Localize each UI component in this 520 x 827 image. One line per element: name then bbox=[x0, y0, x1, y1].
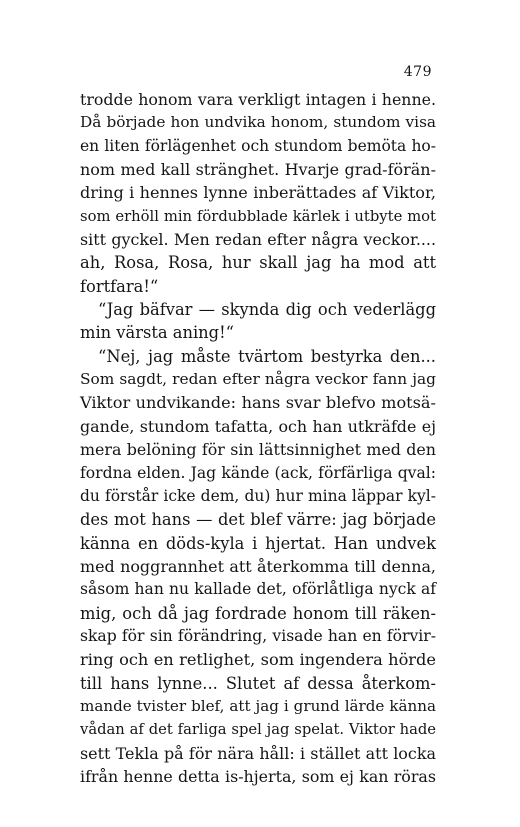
text-line: trodde honom vara verkligt intagen i henne. bbox=[80, 90, 436, 109]
text-line: Då började hon undvika honom, stundom visa bbox=[80, 113, 436, 132]
text-line: du förstår icke dem, du) hur mina läppar kyl- bbox=[80, 486, 436, 505]
text-line: nom med kall stränghet. Hvarje grad-förän- bbox=[80, 160, 436, 180]
page-number: 479 bbox=[403, 64, 432, 80]
text-line: sett Tekla på för nära håll: i stället att locka bbox=[80, 743, 436, 763]
text-line: skap för sin förändring, visade han en förvir- bbox=[80, 626, 436, 645]
text-line: känna en döds-kyla i hjertat. Han undvek bbox=[80, 533, 436, 553]
text-line: med noggrannhet att återkomma till denna, bbox=[80, 556, 436, 576]
text-line: ring och en retlighet, som ingendera hörde bbox=[80, 650, 436, 670]
text-line: fordna elden. Jag kände (ack, förfärliga qval: bbox=[80, 463, 436, 482]
text-line: mig, och då jag fordrade honom till räken- bbox=[80, 603, 436, 623]
text-line: mande tvister blef, att jag i grund lärde känna bbox=[80, 696, 436, 715]
text-line: en liten förlägenhet och stundom bemöta ho- bbox=[80, 136, 436, 155]
text-line: des mot hans — det blef värre: jag började bbox=[80, 510, 436, 530]
text-line: såsom han nu kallade det, oförlåtliga nyck af bbox=[80, 580, 436, 599]
text-line: Som sagdt, redan efter några veckor fann jag bbox=[80, 370, 436, 389]
text-line: min värsta aning!“ bbox=[80, 323, 234, 343]
text-line: Viktor undvikande: hans svar blefvo motsä- bbox=[80, 393, 436, 413]
body-text bbox=[80, 88, 436, 788]
text-line: ifrån henne detta is-hjerta, som ej kan röras bbox=[80, 766, 436, 786]
text-line: mera belöning för sin lättsinnighet med den bbox=[80, 440, 436, 460]
text-line: vådan af det farliga spel jag spelat. Viktor hade bbox=[80, 721, 436, 739]
text-line: dring i hennes lynne inberättades af Viktor, bbox=[80, 183, 436, 203]
text-line: “Jag bäfvar — skynda dig och vederlägg bbox=[98, 300, 436, 320]
text-line: till hans lynne... Slutet af dessa återkom- bbox=[80, 673, 436, 693]
text-line: ah, Rosa, Rosa, hur skall jag ha mod att bbox=[80, 253, 436, 273]
text-line: som erhöll min fördubblade kärlek i utbyte mot bbox=[80, 207, 436, 225]
text-line: sitt gyckel. Men redan efter några veckor.... bbox=[80, 230, 436, 250]
text-line: “Nej, jag måste tvärtom bestyrka den... bbox=[98, 346, 436, 366]
text-line: gande, stundom tafatta, och han utkräfde ej bbox=[80, 416, 436, 436]
text-line: fortfara!“ bbox=[80, 276, 159, 296]
